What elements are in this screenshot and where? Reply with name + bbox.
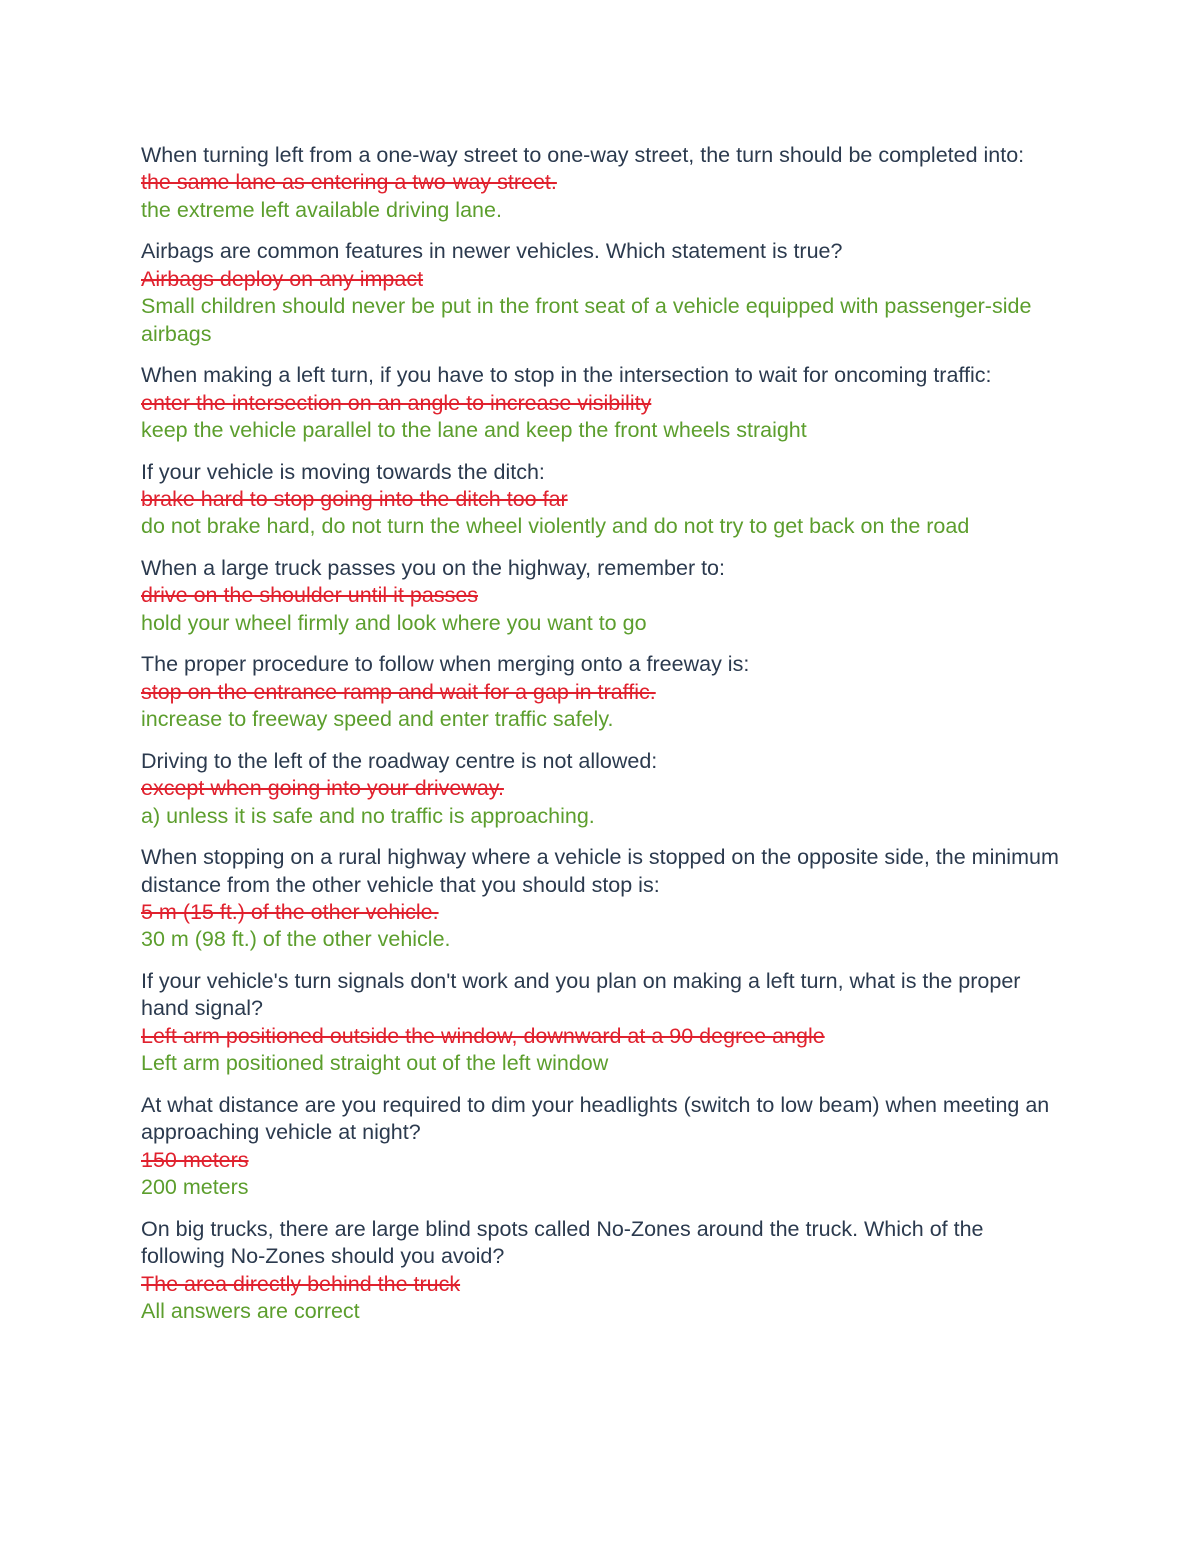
question-text: Driving to the left of the roadway centre is not allowed: — [141, 748, 658, 773]
question-text: If your vehicle's turn signals don't work and you plan on making a left turn, what is the proper hand signal? — [141, 969, 1021, 1021]
question-block — [141, 844, 1071, 954]
question-block — [141, 362, 1071, 444]
question-block — [141, 968, 1071, 1078]
correct-answer: keep the vehicle parallel to the lane and keep the front wheels straight — [141, 418, 807, 443]
correct-answer: hold your wheel firmly and look where you want to go — [141, 610, 647, 635]
question-text: At what distance are you required to dim your headlights (switch to low beam) when meeting an approaching vehicle at night? — [141, 1092, 1050, 1145]
wrong-answer: Left arm positioned outside the window, downward at a 90 degree angle — [141, 1023, 825, 1048]
correct-answer: 30 m (98 ft.) of the other vehicle. — [141, 927, 451, 952]
question-block — [141, 555, 1071, 637]
question-block — [141, 238, 1071, 348]
question-text: When turning left from a one-way street to one-way street, the turn should be completed into: — [141, 143, 1025, 167]
question-block — [141, 1092, 1071, 1202]
wrong-answer: drive on the shoulder until it passes — [141, 583, 479, 608]
document-body — [141, 142, 1071, 1340]
question-text: When stopping on a rural highway where a vehicle is stopped on the opposite side, the minimum distance from the other vehicle that you should stop is: — [141, 845, 1059, 897]
question-block — [141, 1216, 1071, 1326]
question-block — [141, 748, 1071, 830]
wrong-answer: stop on the entrance ramp and wait for a gap in traffic. — [141, 679, 656, 704]
wrong-answer: 5 m (15 ft.) of the other vehicle. — [141, 900, 439, 925]
question-text: The proper procedure to follow when merging onto a freeway is: — [141, 652, 750, 677]
correct-answer: a) unless it is safe and no traffic is approaching. — [141, 803, 595, 828]
correct-answer: Left arm positioned straight out of the left window — [141, 1051, 609, 1076]
wrong-answer: brake hard to stop going into the ditch too far — [141, 487, 568, 512]
question-text: Airbags are common features in newer vehicles. Which statement is true? — [141, 239, 843, 264]
wrong-answer: the same lane as entering a two-way street. — [141, 170, 557, 195]
correct-answer: the extreme left available driving lane. — [141, 197, 502, 222]
correct-answer: All answers are correct — [141, 1298, 360, 1323]
question-block — [141, 459, 1071, 541]
question-text: When a large truck passes you on the highway, remember to: — [141, 556, 725, 581]
correct-answer: increase to freeway speed and enter traffic safely. — [141, 707, 614, 732]
question-block — [141, 651, 1071, 733]
question-text: On big trucks, there are large blind spots called No-Zones around the truck. Which of the following No-Zones should you avoid? — [141, 1216, 984, 1269]
correct-answer: 200 meters — [141, 1175, 249, 1200]
question-block — [141, 142, 1071, 224]
correct-answer: Small children should never be put in the front seat of a vehicle equipped with passenger-side airbags — [141, 294, 1032, 346]
question-text: If your vehicle is moving towards the ditch: — [141, 459, 545, 484]
wrong-answer: Airbags deploy on any impact — [141, 266, 424, 291]
correct-answer: do not brake hard, do not turn the wheel violently and do not try to get back on the road — [141, 514, 970, 539]
question-text: When making a left turn, if you have to stop in the intersection to wait for oncoming traffic: — [141, 363, 992, 388]
wrong-answer: enter the intersection on an angle to increase visibility — [141, 390, 652, 415]
wrong-answer: The area directly behind the truck — [141, 1271, 461, 1296]
wrong-answer: except when going into your driveway. — [141, 776, 504, 801]
wrong-answer: 150 meters — [141, 1147, 249, 1172]
